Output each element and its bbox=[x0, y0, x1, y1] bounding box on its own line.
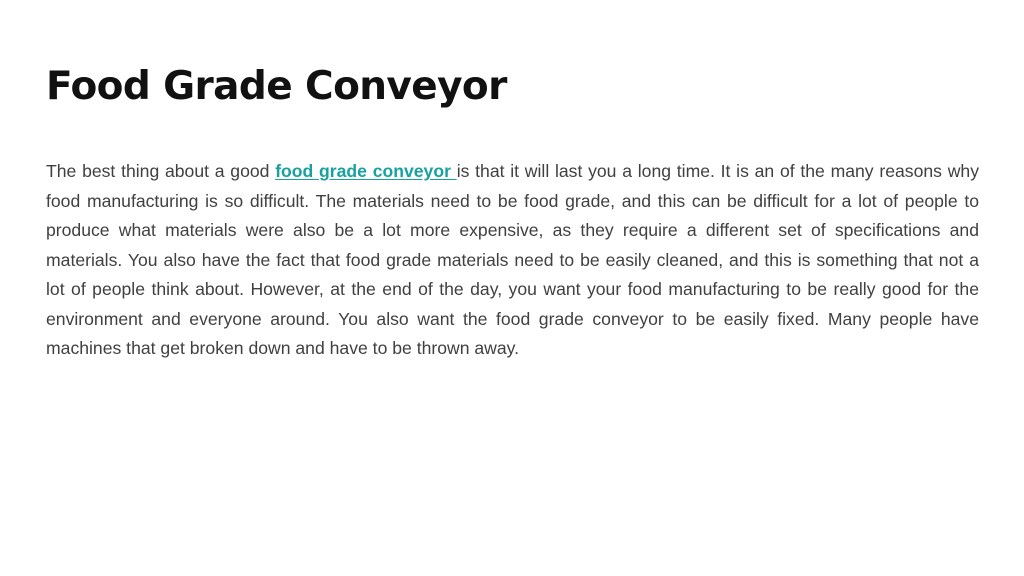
body-paragraph bbox=[46, 157, 979, 364]
paragraph-text-after-link: is that it will last you a long time. It is an of the many reasons why food manufacturing is so difficult. The materials need to be food grade, and this can be difficult for a lot of people to produce what materials were also be a lot more expensive, as they require a different set of specifications and materials. You also have the fact that food grade materials need to be easily cleaned, and this is something that not a lot of people think about. However, at the end of the day, you want your food manufacturing to be really good for the environment and everyone around. You also want the food grade conveyor to be easily fixed. Many people have machines that get broken down and have to be thrown away. bbox=[46, 161, 979, 358]
food-grade-conveyor-link[interactable]: food grade conveyor bbox=[275, 161, 457, 181]
paragraph-text-before-link: The best thing about a good bbox=[46, 161, 276, 181]
page-title: Food Grade Conveyor bbox=[46, 64, 507, 109]
